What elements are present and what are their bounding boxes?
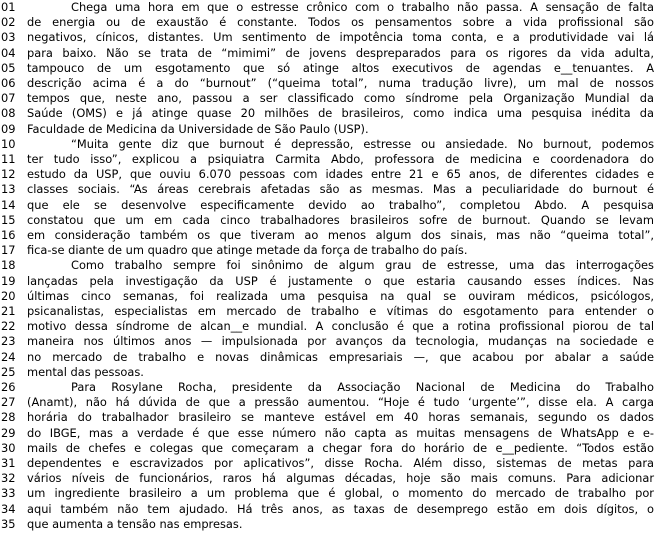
line-text: Como trabalho sempre foi sinônimo de algum grau de estresse, uma das interrogações <box>71 258 654 273</box>
line-number: 18 <box>1 258 16 273</box>
line-number: 03 <box>1 30 16 45</box>
line-number: 33 <box>1 486 16 501</box>
text-line <box>0 319 656 334</box>
line-number: 30 <box>1 440 16 455</box>
line-number: 06 <box>1 76 16 90</box>
text-line <box>0 243 656 258</box>
text-line <box>0 30 656 45</box>
line-text: mails de chefes e colegas que começaram a chegar fora do horário de e__pediente. “Todos estão <box>27 440 654 455</box>
line-text: dependentes e escravizados por aplicativos”, disse Rocha. Além disso, sistemas de metas para <box>27 456 654 470</box>
text-line <box>0 91 656 106</box>
line-text: maneira nos últimos anos — impulsionada por avanços da tecnologia, mudanças na sociedade e <box>27 334 654 349</box>
text-line <box>0 486 656 501</box>
line-number: 23 <box>1 334 16 349</box>
line-text: de energia ou de exaustão é constante. Todos os pensamentos sobre a vida profissional são <box>27 15 654 30</box>
line-number: 15 <box>1 212 16 227</box>
text-line <box>0 426 656 441</box>
line-number: 21 <box>1 304 16 318</box>
line-text: descrição acima é a do “burnout” (“queima total”, numa tradução livre), um mal de nossos <box>27 76 654 90</box>
line-number: 02 <box>1 15 16 30</box>
text-line <box>0 258 656 273</box>
line-number: 13 <box>1 182 16 197</box>
line-text: em consideração também os que tiveram ao menos algum dos sinais, mas não “queima total”, <box>27 228 654 242</box>
text-line <box>0 46 656 61</box>
line-text: Faculdade de Medicina da Universidade de São Paulo (USP). <box>27 121 369 136</box>
line-number: 20 <box>1 288 16 303</box>
line-number: 12 <box>1 167 16 182</box>
line-text: do IBGE, mas a verdade é que esse número não capta as muitas mensagens de WhatsApp e e- <box>27 425 654 440</box>
text-line <box>0 365 656 380</box>
line-text: motivo dessa síndrome de alcan__e mundial. A conclusão é que a rotina profissional piorou de tal <box>27 319 654 334</box>
text-line <box>0 15 656 30</box>
line-number: 08 <box>1 106 16 121</box>
line-text: constatou que um em cada cinco trabalhadores brasileiros sofre de burnout. Quando se levam <box>27 212 654 227</box>
text-line <box>0 410 656 425</box>
text-line <box>0 350 656 365</box>
text-line <box>0 502 656 517</box>
text-line <box>0 517 656 532</box>
text-line <box>0 106 656 121</box>
line-number: 28 <box>1 410 16 425</box>
text-line <box>0 395 656 410</box>
line-number: 24 <box>1 349 16 364</box>
line-text: vários níveis de funcionários, raros há algumas décadas, hoje são mais comuns. Para adicionar <box>27 471 654 486</box>
line-number: 16 <box>1 228 16 242</box>
text-line <box>0 441 656 456</box>
text-line <box>0 198 656 213</box>
line-number: 19 <box>1 273 16 288</box>
line-number: 29 <box>1 425 16 440</box>
line-text: um ingrediente brasileiro a um problema que é global, o momento do mercado de trabalho por <box>27 486 654 501</box>
line-number: 01 <box>1 0 16 14</box>
line-text: ter tudo isso”, explicou a psiquiatra Carmita Abdo, professora de medicina e coordenadora do <box>27 152 654 166</box>
text-line <box>0 274 656 289</box>
text-line <box>0 456 656 471</box>
text-line <box>0 76 656 91</box>
line-text: psicanalistas, especialistas em mercado de trabalho e vítimas do esgotamento para entender o <box>27 304 654 318</box>
line-number: 27 <box>1 395 16 410</box>
line-number: 04 <box>1 45 16 60</box>
line-number: 26 <box>1 380 16 394</box>
line-text: lançadas pela investigação da USP é justamente o que estaria causando esses índices. Nas <box>27 273 654 288</box>
line-number: 07 <box>1 91 16 106</box>
line-text: no mercado de trabalho e novas dinâmicas empresariais —, que acabou por abalar a saúde <box>27 349 654 364</box>
line-text: Saúde (OMS) e já atinge quase 20 milhões de brasileiros, como indica uma pesquisa inédita da <box>27 106 654 121</box>
line-text: “Muita gente diz que burnout é depressão, estresse ou ansiedade. No burnout, podemos <box>71 136 654 151</box>
text-line <box>0 182 656 197</box>
line-text: que ele se desenvolve especificamente devido ao trabalho”, completou Abdo. A pesquisa <box>27 197 654 212</box>
line-number: 34 <box>1 501 16 516</box>
line-text: mental das pessoas. <box>27 364 144 379</box>
line-number: 17 <box>1 243 16 258</box>
text-line <box>0 304 656 319</box>
text-line <box>0 137 656 152</box>
line-number: 11 <box>1 152 16 166</box>
line-number: 35 <box>1 516 16 531</box>
line-number: 10 <box>1 136 16 151</box>
line-text: Chega uma hora em que o estresse crônico com o trabalho não passa. A sensação de falta <box>71 0 654 14</box>
line-number: 31 <box>1 456 16 470</box>
line-text: tempos que, neste ano, passou a ser classificado como síndrome pela Organização Mundial da <box>27 91 654 106</box>
text-line <box>0 152 656 167</box>
line-number: 09 <box>1 121 16 136</box>
text-line <box>0 228 656 243</box>
line-number: 22 <box>1 319 16 334</box>
line-number: 14 <box>1 197 16 212</box>
line-text: negativos, cínicos, distantes. Um sentimento de impotência toma conta, e a produtividade vai lá <box>27 30 654 45</box>
text-line <box>0 334 656 349</box>
line-text: Para Rosylane Rocha, presidente da Associação Nacional de Medicina do Trabalho <box>71 380 654 394</box>
line-text: (Anamt), não há dúvida de que a pressão aumentou. “Hoje é tudo ‘urgente’”, disse ela. A carga <box>27 395 654 410</box>
line-text: tampouco de um esgotamento que só atinge altos executivos de agendas e__tenuantes. A <box>27 60 654 75</box>
line-number: 25 <box>1 364 16 379</box>
text-line <box>0 471 656 486</box>
line-text: horária do trabalhador brasileiro se manteve estável em 40 horas semanais, segundo os dados <box>27 410 654 425</box>
text-line <box>0 0 656 15</box>
line-text: estudo da USP, que ouviu 6.070 pessoas com idades entre 21 e 65 anos, de diferentes cidades e <box>27 167 654 182</box>
line-text: últimas cinco semanas, foi realizada uma pesquisa na qual se ouviram médicos, psicólogos, <box>27 288 654 303</box>
text-line <box>0 380 656 395</box>
line-number: 05 <box>1 60 16 75</box>
line-text: aqui também não tem ajudado. Há três anos, as taxas de desemprego estão em dois dígitos, o <box>27 501 654 516</box>
text-line <box>0 213 656 228</box>
line-text: classes sociais. “As áreas cerebrais afetadas são as mesmas. Mas a peculiaridade do burnout é <box>27 182 654 197</box>
text-line <box>0 167 656 182</box>
line-text: fica-se diante de um quadro que atinge metade da força de trabalho do país. <box>27 243 468 258</box>
line-number: 32 <box>1 471 16 486</box>
line-text: que aumenta a tensão nas empresas. <box>27 516 243 531</box>
text-line <box>0 289 656 304</box>
text-line <box>0 122 656 137</box>
text-line <box>0 61 656 76</box>
line-text: para baixo. Não se trata de “mimimi” de jovens despreparados para os rigores da vida adulta, <box>27 45 654 60</box>
